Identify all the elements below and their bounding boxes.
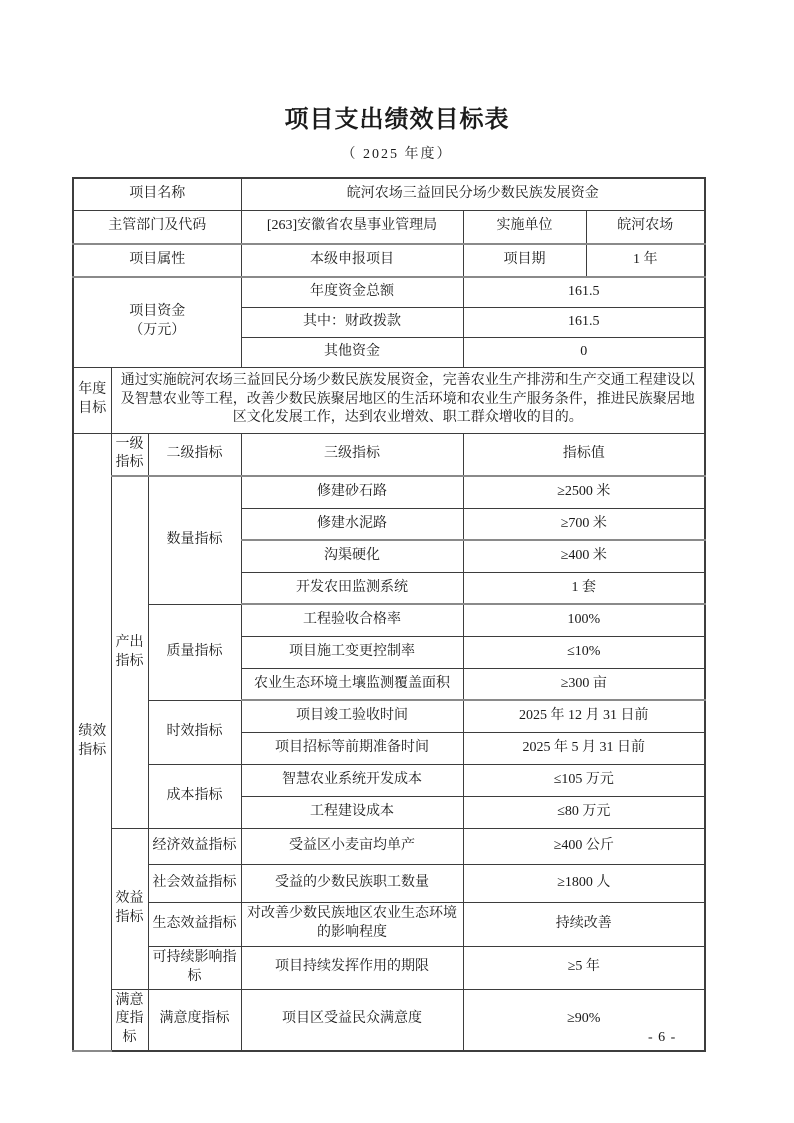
indicator-name: 智慧农业系统开发成本 xyxy=(241,764,463,796)
project-period-label: 项目期 xyxy=(463,244,586,277)
performance-side-label: 绩效指标 xyxy=(73,433,111,1051)
level2-sustainable: 可持续影响指标 xyxy=(148,946,241,989)
indicator-target: ≥5 年 xyxy=(463,946,705,989)
annual-goal-text: 通过实施皖河农场三益回民分场少数民族发展资金，完善农业生产排涝和生产交通工程建设以及智慧农业等工程，改善少数民族聚居地区的生活环境和农业生产服务条件，推进民族聚居地区文化发展工作，达到农业增效、职工群众增收的目的。 xyxy=(111,367,705,433)
table-row xyxy=(73,367,705,433)
project-attribute-value: 本级申报项目 xyxy=(241,244,463,277)
document-subtitle: （ 2025 年度） xyxy=(341,147,453,162)
project-period-value: 1 年 xyxy=(586,244,705,277)
project-funds-label-line1: 项目资金 xyxy=(129,304,186,320)
document-title: 项目支出绩效目标表 xyxy=(284,107,510,133)
project-funds-label-line2: （万元） xyxy=(129,323,186,339)
indicator-row xyxy=(73,946,705,989)
indicator-name: 工程验收合格率 xyxy=(241,604,463,636)
indicator-name: 开发农田监测系统 xyxy=(241,572,463,604)
funds-total-label: 年度资金总额 xyxy=(241,277,463,307)
indicator-row xyxy=(73,989,705,1051)
impl-unit-value: 皖河农场 xyxy=(586,210,705,244)
indicator-name: 修建砂石路 xyxy=(241,476,463,508)
level2-satisfaction: 满意度指标 xyxy=(148,989,241,1051)
indicator-row xyxy=(73,764,705,796)
project-funds-label xyxy=(73,277,241,367)
indicator-name: 沟渠硬化 xyxy=(241,540,463,572)
dept-code-label: 主管部门及代码 xyxy=(73,210,241,244)
level2-social: 社会效益指标 xyxy=(148,864,241,902)
indicator-target: 2025 年 5 月 31 日前 xyxy=(463,732,705,764)
indicator-target: ≥300 亩 xyxy=(463,668,705,700)
indicator-row xyxy=(73,902,705,946)
indicator-name: 项目施工变更控制率 xyxy=(241,636,463,668)
funds-fiscal-value: 161.5 xyxy=(463,307,705,337)
funds-fiscal-label: 其中：财政拨款 xyxy=(241,307,463,337)
indicator-target: 100% xyxy=(463,604,705,636)
indicator-row xyxy=(73,604,705,636)
header-target-value: 指标值 xyxy=(463,433,705,476)
funds-total-value: 161.5 xyxy=(463,277,705,307)
table-row xyxy=(73,244,705,277)
level2-quality: 质量指标 xyxy=(148,604,241,700)
indicator-target: ≥2500 米 xyxy=(463,476,705,508)
header-level1: 一级指标 xyxy=(111,433,148,476)
header-level2: 二级指标 xyxy=(148,433,241,476)
indicator-name: 受益区小麦亩均单产 xyxy=(241,828,463,864)
level1-satisfaction: 满意度指标 xyxy=(111,989,148,1051)
indicator-name: 修建水泥路 xyxy=(241,508,463,540)
indicator-name: 项目竣工验收时间 xyxy=(241,700,463,732)
indicator-name: 工程建设成本 xyxy=(241,796,463,828)
indicator-target: 1 套 xyxy=(463,572,705,604)
indicator-name: 项目持续发挥作用的期限 xyxy=(241,946,463,989)
indicator-name: 项目招标等前期准备时间 xyxy=(241,732,463,764)
indicator-row xyxy=(73,828,705,864)
table-row xyxy=(73,433,705,476)
indicator-target: ≥90% xyxy=(463,989,705,1051)
indicator-name: 农业生态环境土壤监测覆盖面积 xyxy=(241,668,463,700)
indicator-row xyxy=(73,476,705,508)
level1-benefit: 效益指标 xyxy=(111,828,148,989)
funds-other-value: 0 xyxy=(463,337,705,367)
indicator-name: 项目区受益民众满意度 xyxy=(241,989,463,1051)
indicator-target: ≤10% xyxy=(463,636,705,668)
indicator-name: 对改善少数民族地区农业生态环境的影响程度 xyxy=(241,902,463,946)
indicator-row xyxy=(73,700,705,732)
indicator-target: ≥1800 人 xyxy=(463,864,705,902)
level2-timeliness: 时效指标 xyxy=(148,700,241,764)
level2-cost: 成本指标 xyxy=(148,764,241,828)
page-number: - 6 - xyxy=(648,1030,677,1045)
indicator-target: 持续改善 xyxy=(463,902,705,946)
project-attribute-label: 项目属性 xyxy=(73,244,241,277)
funds-other-label: 其他资金 xyxy=(241,337,463,367)
indicator-target: ≥400 公斤 xyxy=(463,828,705,864)
table-row xyxy=(73,178,705,210)
indicator-name: 受益的少数民族职工数量 xyxy=(241,864,463,902)
indicator-target: ≥400 米 xyxy=(463,540,705,572)
performance-target-table xyxy=(72,177,706,1052)
header-level3: 三级指标 xyxy=(241,433,463,476)
table-row xyxy=(73,277,705,307)
table-row xyxy=(73,210,705,244)
indicator-target: ≤105 万元 xyxy=(463,764,705,796)
level2-quantity: 数量指标 xyxy=(148,476,241,604)
project-name-label: 项目名称 xyxy=(73,178,241,210)
indicator-target: 2025 年 12 月 31 日前 xyxy=(463,700,705,732)
dept-code-value: [263]安徽省农垦事业管理局 xyxy=(241,210,463,244)
indicator-target: ≤80 万元 xyxy=(463,796,705,828)
project-name-value: 皖河农场三益回民分场少数民族发展资金 xyxy=(241,178,705,210)
level1-output: 产出指标 xyxy=(111,476,148,828)
indicator-target: ≥700 米 xyxy=(463,508,705,540)
level2-economic: 经济效益指标 xyxy=(148,828,241,864)
annual-goal-label: 年度目标 xyxy=(73,367,111,433)
impl-unit-label: 实施单位 xyxy=(463,210,586,244)
level2-ecological: 生态效益指标 xyxy=(148,902,241,946)
indicator-row xyxy=(73,864,705,902)
